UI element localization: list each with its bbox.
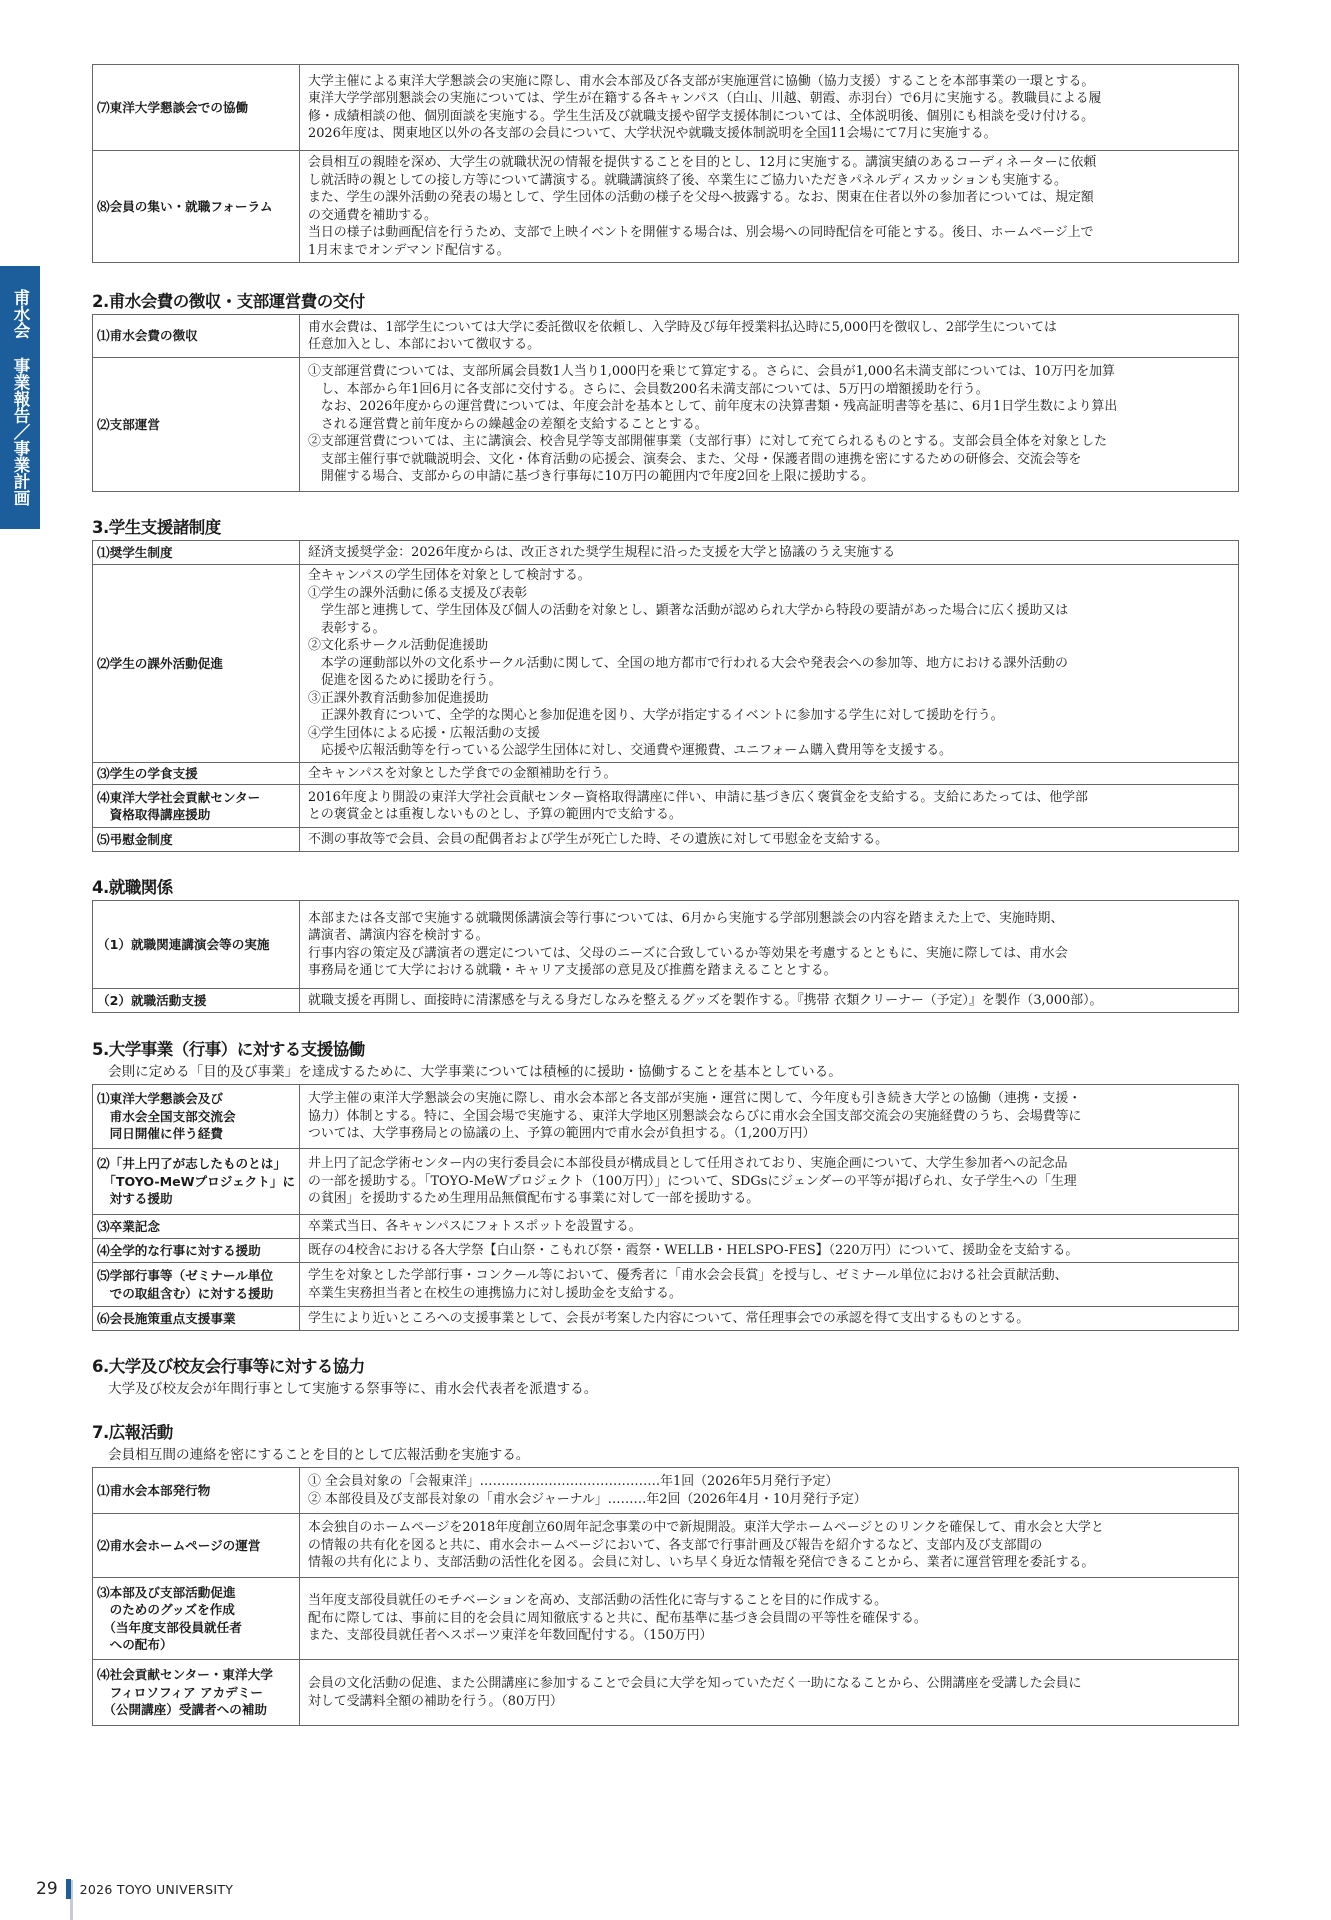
row-label (93, 1514, 300, 1578)
row-label (93, 1263, 300, 1307)
section-title: 3.学生支援諸制度 (92, 518, 221, 537)
row-label-line: （1）就職関連講演会等の実施 (97, 936, 270, 952)
table-row (93, 1239, 1239, 1263)
row-label-line: 「TOYO-MeWプロジェクト」に (97, 1173, 296, 1189)
row-content-line: 学生により近いところへの支援事業として、会長が考案した内容について、常任理事会での承認を得て支出するものとする。 (308, 1310, 1030, 1326)
section-spacer (92, 1401, 1239, 1421)
row-content (300, 1263, 1239, 1307)
row-label-line: での取組含む）に対する援助 (97, 1285, 274, 1301)
row-content-line: 当日の様子は動画配信を行うため、支部で上映イベントを開催する場合は、別会場への同時配信を可能とする。後日、ホームページ上で (308, 225, 1094, 240)
table-row (93, 828, 1239, 852)
page-footer (36, 1878, 233, 1900)
row-content-line: ② 本部役員及び支部長対象の「甫水会ジャーナル」………年2回（2026年4月・10月発行予定） (308, 1491, 867, 1507)
table-row (93, 1085, 1239, 1149)
section-intro: 会則に定める「目的及び事業」を達成するために、大学事業については積極的に援助・協働することを基本としている。 (108, 1064, 842, 1080)
section-table (92, 900, 1239, 1013)
table-row (93, 541, 1239, 565)
footer-accent-bar (66, 1879, 71, 1899)
row-content (300, 1514, 1239, 1578)
section-spacer (92, 852, 1239, 876)
row-label-line: ⑷東洋大学社会貢献センター (97, 789, 261, 805)
row-content (300, 565, 1239, 763)
row-label-line: ⑴甫水会費の徴収 (97, 328, 198, 344)
section-table (92, 314, 1239, 492)
row-label-line: ⑵「井上円了が志したものとは」 (97, 1156, 286, 1172)
row-label-line: のためのグッズを作成 (97, 1602, 235, 1617)
row-content-line: し、本部から年1回6月に各支部に交付する。さらに、会員数200名未満支部については、5万円の増額援助を行う。 (308, 381, 989, 397)
page-number: 29 (36, 1879, 58, 1899)
row-content-line: 2026年度は、関東地区以外の各支部の会員について、大学状況や就職支援体制説明を全国11会場にて7月に実施する。 (308, 126, 997, 141)
row-label (93, 828, 300, 852)
row-label-line: ⑷社会貢献センター・東洋大学 (97, 1667, 273, 1683)
row-content-line: の情報の共有化を図ると共に、甫水会ホームページにおいて、各支部で行事計画及び報告を紹介するなど、支部内及び支部間の (308, 1537, 1043, 1553)
row-label (93, 541, 300, 565)
footer-org: 2026 TOYO UNIVERSITY (79, 1881, 234, 1897)
row-content (300, 1578, 1239, 1660)
section-intro: 会員相互間の連絡を密にすることを目的として広報活動を実施する。 (108, 1447, 530, 1463)
section-spacer (92, 1013, 1239, 1038)
table-row (93, 315, 1239, 358)
row-content-line: 全キャンパスを対象とした学食での金額補助を行う。 (308, 765, 617, 781)
top-table (92, 64, 1239, 263)
row-content (300, 1660, 1239, 1726)
row-label (93, 785, 300, 828)
row-label (93, 65, 300, 151)
row-label (93, 1578, 300, 1660)
table-row (93, 1263, 1239, 1307)
row-label-line: 甫水会全国支部交流会 (97, 1108, 236, 1124)
row-label-line: ⑶学生の学食支援 (97, 765, 198, 781)
section-table (92, 1084, 1239, 1331)
table-row (93, 1149, 1239, 1215)
row-content-line: 協力）体制とする。特に、全国会場で実施する、東洋大学地区別懇談会ならびに甫水会全国支部交流会の実施経費のうち、会場費等に (308, 1108, 1082, 1124)
row-label (93, 358, 300, 492)
row-content (300, 989, 1239, 1013)
row-content (300, 828, 1239, 852)
row-content (300, 1085, 1239, 1149)
row-content-line: 修・成績相談の他、個別面談を実施する。学生生活及び就職支援や留学支援体制については、全体説明後、個別にも相談を受け付ける。 (308, 108, 1095, 124)
section-table (92, 1467, 1239, 1726)
row-content-line: 経済支援奨学金：2026年度からは、改正された奨学生規程に沿った支援を大学と協議のうえ実施する (308, 544, 896, 560)
row-label-line: フィロソフィア アカデミー (97, 1684, 263, 1700)
row-content (300, 901, 1239, 989)
row-label-line: への配布） (97, 1637, 173, 1652)
row-content-line: の交通費を補助する。 (308, 207, 437, 223)
row-label (93, 151, 300, 263)
row-label-line: ⑺東洋大学懇談会での協働 (97, 99, 249, 115)
row-content (300, 762, 1239, 785)
row-content-line: 開催する場合、支部からの申請に基づき行事毎に10万円の範囲内で年度2回を上限に援助する。 (308, 469, 875, 485)
table-row (93, 358, 1239, 492)
table-row (93, 1468, 1239, 1514)
row-content (300, 1239, 1239, 1263)
row-content-line: 講演者、講演内容を検討する。 (308, 928, 489, 943)
row-content-line: 卒業式当日、各キャンパスにフォトスポットを設置する。 (308, 1218, 642, 1234)
row-label-line: ⑵甫水会ホームページの運営 (97, 1537, 261, 1553)
row-label-line: （当年度支部役員就任者 (97, 1619, 242, 1635)
row-content-line: 配布に際しては、事前に目的を会員に周知徹底すると共に、配布基準に基づき会員間の平等性を確保する。 (308, 1610, 927, 1626)
table-row (93, 1307, 1239, 1331)
row-content-line: ②支部運営費については、主に講演会、校舎見学等支部開催事業（支部行事）に対して充てられるものとする。支部会員全体を対象とした (308, 434, 1107, 450)
row-content-line: 既存の4校舎における各大学祭【白山祭・こもれび祭・霞祭・WELLB・HELSPO-FES】（220万円）について、援助金を支給する。 (308, 1242, 1079, 1258)
row-content-line: ついては、大学事務局との協議の上、予算の範囲内で甫水会が負担する。（1,200万円） (308, 1126, 816, 1142)
section-title: 2.甫水会費の徴収・支部運営費の交付 (92, 292, 365, 311)
section-title: 6.大学及び校友会行事等に対する協力 (92, 1357, 365, 1376)
row-label-line: ⑵学生の課外活動促進 (97, 655, 223, 671)
row-content (300, 1215, 1239, 1239)
side-category-tab (0, 266, 40, 529)
row-label-line: ⑴甫水会本部発行物 (97, 1482, 211, 1498)
row-label-line: ⑵支部運営 (97, 416, 160, 432)
sections-container (92, 263, 1239, 1726)
row-label-line: ⑸学部行事等（ゼミナール単位 (97, 1268, 274, 1283)
row-content-line: 2016年度より開設の東洋大学社会貢献センター資格取得講座に伴い、申請に基づき広く褒賞金を支給する。支給にあたっては、他学部 (308, 789, 1088, 805)
row-label-line: ⑷全学的な行事に対する援助 (97, 1242, 261, 1258)
table-row (93, 1215, 1239, 1239)
row-label (93, 1239, 300, 1263)
row-label-line: ⑴奨学生制度 (97, 544, 173, 560)
row-content (300, 65, 1239, 151)
row-label (93, 565, 300, 763)
section-table (92, 540, 1239, 852)
section-title: 5.大学事業（行事）に対する支援協働 (92, 1040, 365, 1059)
row-content-line: ①支部運営費については、支部所属会員数1人当り1,000円を乗じて算定する。さらに、会員が1,000名未満支部については、10万円を加算 (308, 364, 1115, 380)
row-content-line: 当年度支部役員就任のモチベーションを高め、支部活動の活性化に寄与することを目的に作成する。 (308, 1593, 888, 1609)
row-content-line: 本会独自のホームページを2018年度創立60周年記念事業の中で新規開設。東洋大学ホームページとのリンクを確保して、甫水会と大学と (308, 1520, 1104, 1536)
row-label (93, 901, 300, 989)
side-tab-text: 甫水会 事業報告／事業計画 (11, 289, 30, 506)
section-spacer (92, 263, 1239, 290)
row-label-line: ⑶本部及び支部活動促進 (97, 1584, 236, 1600)
section-intro: 大学及び校友会が年間行事として実施する祭事等に、甫水会代表者を派遣する。 (108, 1381, 598, 1397)
row-content (300, 541, 1239, 565)
row-label-line: ⑻会員の集い・就職フォーラム (97, 198, 273, 214)
row-content-line: また、支部役員就任者へスポーツ東洋を年数回配付する。（150万円） (308, 1628, 713, 1644)
row-content-line: 大学主催の東洋大学懇談会の実施に際し、甫水会本部と各支部が実施・運営に関して、今年度も引き続き大学との協働（連携・支援・ (308, 1091, 1082, 1107)
row-content (300, 1307, 1239, 1331)
row-content-line: し就活時の親としての接し方等について講演する。就職講演終了後、卒業生にご協力いただきパネルディスカッションも実施する。 (308, 172, 1067, 188)
row-content-line: 就職支援を再開し、面接時に清潔感を与える身だしなみを整えるグッズを製作する。『携帯 衣類クリーナー（予定）』を製作（3,000部）。 (308, 992, 1103, 1008)
row-content-line: 東洋大学学部別懇談会の実施については、学生が在籍する各キャンパス（白山、川越、朝霞、赤羽台）で6月に実施する。教職員による履 (308, 91, 1102, 106)
row-content-line: との褒賞金とは重複しないものとし、予算の範囲内で支給する。 (308, 807, 682, 822)
row-content-line: ① 全会員対象の「会報東洋」……………………………………年1回（2026年5月発行予定） (308, 1474, 839, 1489)
row-content-line: 本部または各支部で実施する就職関係講演会等行事については、6月から実施する学部別懇談会の内容を踏まえた上で、実施時期、 (308, 910, 1064, 926)
row-label-line: ⑶卒業記念 (97, 1218, 160, 1234)
row-label-line: ⑹会長施策重点支援事業 (97, 1310, 236, 1326)
section-title: 4.就職関係 (92, 878, 173, 897)
row-label-line: 対する援助 (97, 1191, 173, 1207)
table-row (93, 762, 1239, 785)
row-content-line: 情報の共有化により、支部活動の活性化を図る。会員に対し、いち早く身近な情報を発信できることから、業者に運営管理を委託する。 (308, 1555, 1095, 1571)
table-row (93, 1578, 1239, 1660)
row-content-line: 井上円了記念学術センター内の実行委員会に本部役員が構成員として任用されており、実施企画について、大学生参加者への記念品 (308, 1156, 1068, 1172)
row-content (300, 315, 1239, 358)
row-label (93, 762, 300, 785)
table-row (93, 1514, 1239, 1578)
row-label (93, 989, 300, 1013)
section-spacer (92, 492, 1239, 516)
row-content-line: ④学生団体による応援・広報活動の支援 (308, 725, 541, 741)
row-content-line: 任意加入とし、本部において徴収する。 (308, 337, 541, 352)
row-content-line: ②文化系サークル活動促進援助 (308, 638, 489, 653)
row-label-line: （2）就職活動支援 (97, 992, 207, 1008)
row-content-line: 対して受講料全額の補助を行う。（80万円） (308, 1693, 563, 1709)
table-row (93, 65, 1239, 151)
row-label (93, 1660, 300, 1726)
row-content-line: 卒業生実務担当者と在校生の連携協力に対し援助金を支給する。 (308, 1285, 682, 1301)
row-content-line: 1月末までオンデマンド配信する。 (308, 242, 510, 258)
row-content-line: 表彰する。 (308, 620, 386, 636)
row-content-line: される運営費と前年度からの繰越金の差額を支給することとする。 (308, 416, 708, 432)
row-content-line: 学生を対象とした学部行事・コンクール等において、優秀者に「甫水会会長賞」を授与し、ゼミナール単位における社会貢献活動、 (308, 1268, 1068, 1283)
row-content (300, 151, 1239, 263)
row-content-line: 促進を図るために援助を行う。 (308, 673, 502, 688)
row-content (300, 1468, 1239, 1514)
table-row (93, 785, 1239, 828)
row-label-line: ⑸弔慰金制度 (97, 831, 173, 847)
row-content-line: ①学生の課外活動に係る支援及び表彰 (308, 585, 528, 601)
row-content-line: 甫水会費は、1部学生については大学に委託徴収を依頼し、入学時及び毎年授業料払込時に5,000円を徴収し、2部学生については (308, 319, 1057, 335)
row-content-line: 不測の事故等で会員、会員の配偶者および学生が死亡した時、その遺族に対して弔慰金を支給する。 (308, 831, 889, 847)
table-row (93, 151, 1239, 263)
row-content-line: 正課外教育について、全学的な関心と参加促進を図り、大学が指定するイベントに参加する学生に対して援助を行う。 (308, 708, 1004, 723)
row-label-line: 資格取得講座援助 (97, 807, 211, 822)
row-content (300, 785, 1239, 828)
table-row (93, 1660, 1239, 1726)
row-label (93, 1085, 300, 1149)
row-content-line: 事務局を通じて大学における就職・キャリア支援部の意見及び推薦を踏まえることとする。 (308, 963, 837, 978)
row-content (300, 358, 1239, 492)
table-row (93, 565, 1239, 763)
row-label (93, 1468, 300, 1514)
row-label (93, 1307, 300, 1331)
row-content-line: ③正課外教育活動参加促進援助 (308, 690, 489, 706)
row-label (93, 1149, 300, 1215)
row-content-line: 応援や広報活動等を行っている公認学生団体に対し、交通費や運搬費、ユニフォーム購入費用等を支援する。 (308, 743, 952, 758)
section-title: 7.広報活動 (92, 1423, 173, 1442)
row-content-line: 会員の文化活動の促進、また公開講座に参加することで会員に大学を知っていただく一助になることから、公開講座を受講した会員に (308, 1676, 1082, 1691)
table-row (93, 901, 1239, 989)
row-content-line: 本学の運動部以外の文化系サークル活動に関して、全国の地方都市で行われる大会や発表会への参加等、地方における課外活動の (308, 655, 1068, 671)
table-row (93, 989, 1239, 1013)
row-content-line: 行事内容の策定及び講演者の選定については、父母のニーズに合致しているか等効果を考慮するとともに、実施に際しては、甫水会 (308, 945, 1068, 961)
row-label (93, 315, 300, 358)
section-spacer (92, 1331, 1239, 1355)
row-label-line: 同日開催に伴う経費 (97, 1126, 223, 1142)
row-content-line: の一部を援助する。「TOYO-MeWプロジェクト（100万円）」について、SDGsにジェンダーの平等が掲げられ、女子学生への「生理 (308, 1173, 1077, 1189)
row-content-line: 支部主催行事で就職説明会、文化・体育活動の応援会、演奏会、また、父母・保護者間の連携を密にするための研修会、交流会等を (308, 451, 1082, 467)
row-label (93, 1215, 300, 1239)
row-content-line: 会員相互の親睦を深め、大学生の就職状況の情報を提供することを目的とし、12月に実施する。講演実績のあるコーディネーターに依頼 (308, 155, 1097, 170)
row-content-line: の貧困」を援助するため生理用品無償配布する事業に対して一部を援助する。 (308, 1191, 760, 1207)
row-content-line: 学生部と連携して、学生団体及び個人の活動を対象とし、顕著な活動が認められ大学から特段の要請があった場合に広く援助又は (308, 603, 1069, 618)
row-content (300, 1149, 1239, 1215)
row-label-line: ⑴東洋大学懇談会及び (97, 1091, 223, 1107)
row-content-line: 大学主催による東洋大学懇談会の実施に際し、甫水会本部及び各支部が実施運営に協働（協力支援）することを本部事業の一環とする。 (308, 73, 1095, 89)
row-label-line: （公開講座）受講者への補助 (97, 1702, 268, 1718)
page-content (92, 64, 1239, 1726)
row-content-line: 全キャンパスの学生団体を対象として検討する。 (308, 568, 591, 583)
row-content-line: なお、2026年度からの運営費については、年度会計を基本として、前年度末の決算書類・残高証明書等を基に、6月1日学生数により算出 (308, 399, 1118, 415)
row-content-line: また、学生の課外活動の発表の場として、学生団体の活動の様子を父母へ披露する。なお、関東在住者以外の参加者については、規定額 (308, 190, 1094, 205)
